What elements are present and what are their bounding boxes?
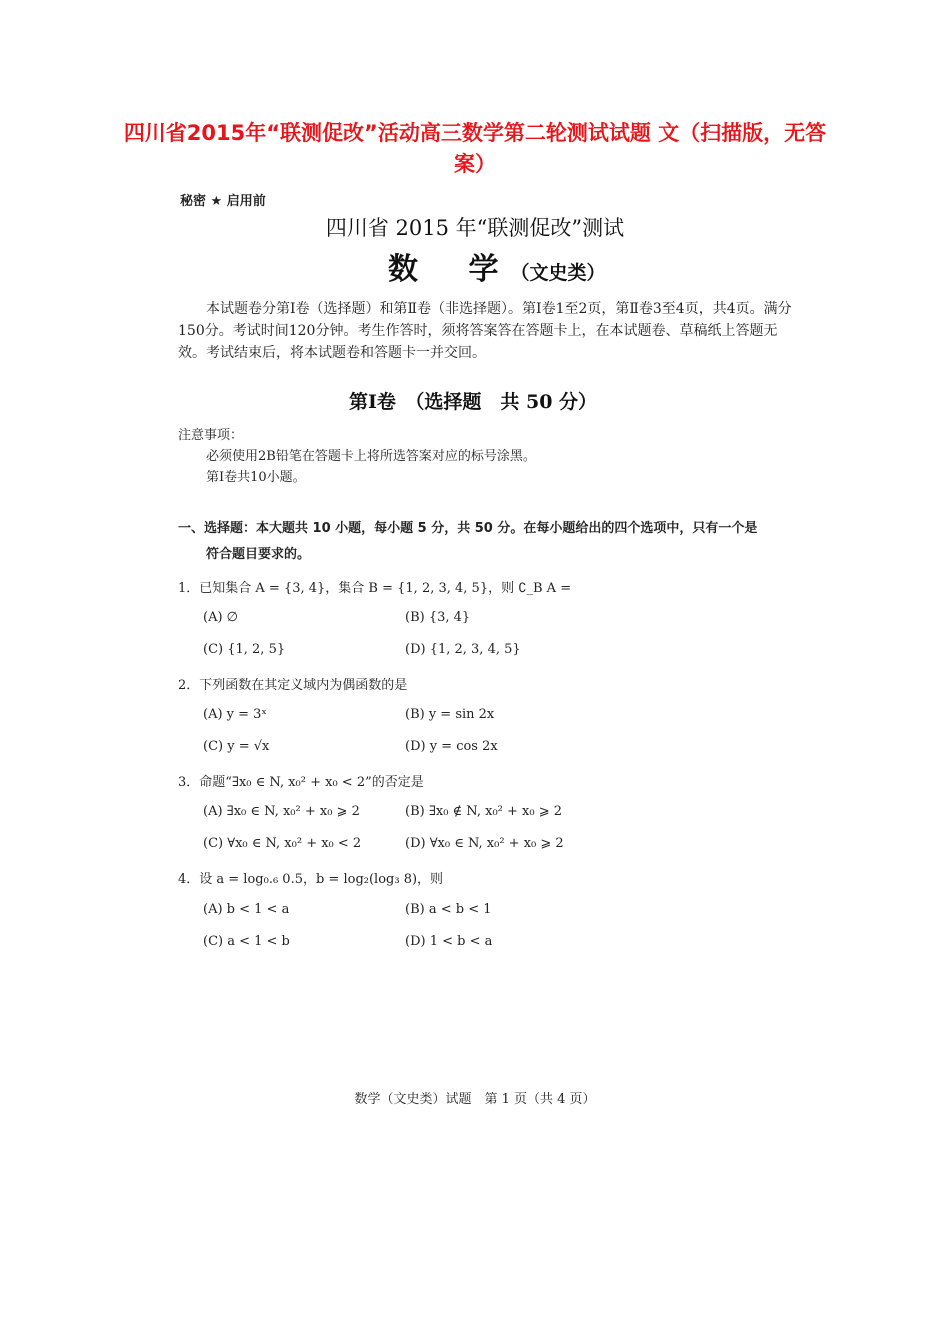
exam-name: 四川省 2015 年“联测促改”测试: [325, 216, 625, 240]
option-c: (C) ∀x₀ ∈ N, x₀² + x₀ < 2: [203, 836, 362, 851]
option-c: (C) y = √x: [203, 739, 270, 754]
subject-label: 数 学: [388, 252, 519, 287]
page-title: 四川省2015年“联测促改”活动高三数学第二轮测试试题 文（扫描版，无答案）: [123, 121, 827, 176]
option-d: (D) {1, 2, 3, 4, 5}: [405, 642, 521, 657]
option-d: (D) y = cos 2x: [405, 739, 498, 754]
secret-label: 秘密 ★ 启用前: [180, 194, 266, 209]
option-a: (A) y = 3ˣ: [203, 707, 267, 722]
option-c: (C) a < 1 < b: [203, 934, 290, 949]
section-heading: 第Ⅰ卷 （选择题 共 50 分）: [349, 391, 598, 413]
notice-line: 第Ⅰ卷共10小题。: [206, 470, 306, 485]
option-a: (A) b < 1 < a: [203, 902, 290, 917]
page-footer: 数学（文史类）试题 第 1 页（共 4 页）: [354, 1092, 596, 1107]
option-b: (B) {3, 4}: [405, 610, 471, 625]
option-d: (D) 1 < b < a: [405, 934, 493, 949]
multiple-choice-intro: [178, 516, 808, 568]
question-stem: 1．已知集合 A = {3, 4}，集合 B = {1, 2, 3, 4, 5}，则 ∁_B A =: [178, 581, 572, 596]
option-a: (A) ∃x₀ ∈ N, x₀² + x₀ ⩾ 2: [203, 804, 360, 819]
option-b: (B) y = sin 2x: [405, 707, 495, 722]
option-b: (B) ∃x₀ ∉ N, x₀² + x₀ ⩾ 2: [405, 804, 563, 819]
mc-intro-line: 一、选择题：本大题共 10 小题，每小题 5 分，共 50 分。在每小题给出的四个选项中，只有一个是: [178, 521, 758, 536]
question-stem: 3．命题“∃x₀ ∈ N, x₀² + x₀ < 2”的否定是: [178, 775, 424, 790]
mc-intro-line: 符合题目要求的。: [206, 547, 311, 562]
option-c: (C) {1, 2, 5}: [203, 642, 286, 657]
category-label: （文史类）: [510, 262, 606, 284]
option-d: (D) ∀x₀ ∈ N, x₀² + x₀ ⩾ 2: [405, 836, 564, 851]
notice-title: 注意事项：: [178, 428, 244, 443]
exam-instructions: 本试题卷分第Ⅰ卷（选择题）和第Ⅱ卷（非选择题）。第Ⅰ卷1至2页，第Ⅱ卷3至4页，共4页。满分150分。考试时间120分钟。考生作答时，须将答案答在答题卡上，在本试题卷、草稿纸上答题无效。考试结束后，将本试题卷和答题卡一并交回。: [178, 301, 792, 361]
question-stem: 4．设 a = log₀.₆ 0.5，b = log₂(log₃ 8)，则: [178, 872, 444, 887]
option-a: (A) ∅: [203, 610, 238, 625]
subject-heading: [388, 244, 605, 288]
question-stem: 2．下列函数在其定义域内为偶函数的是: [178, 678, 408, 693]
option-b: (B) a < b < 1: [405, 902, 492, 917]
notice-line: 必须使用2B铅笔在答题卡上将所选答案对应的标号涂黑。: [206, 449, 536, 464]
